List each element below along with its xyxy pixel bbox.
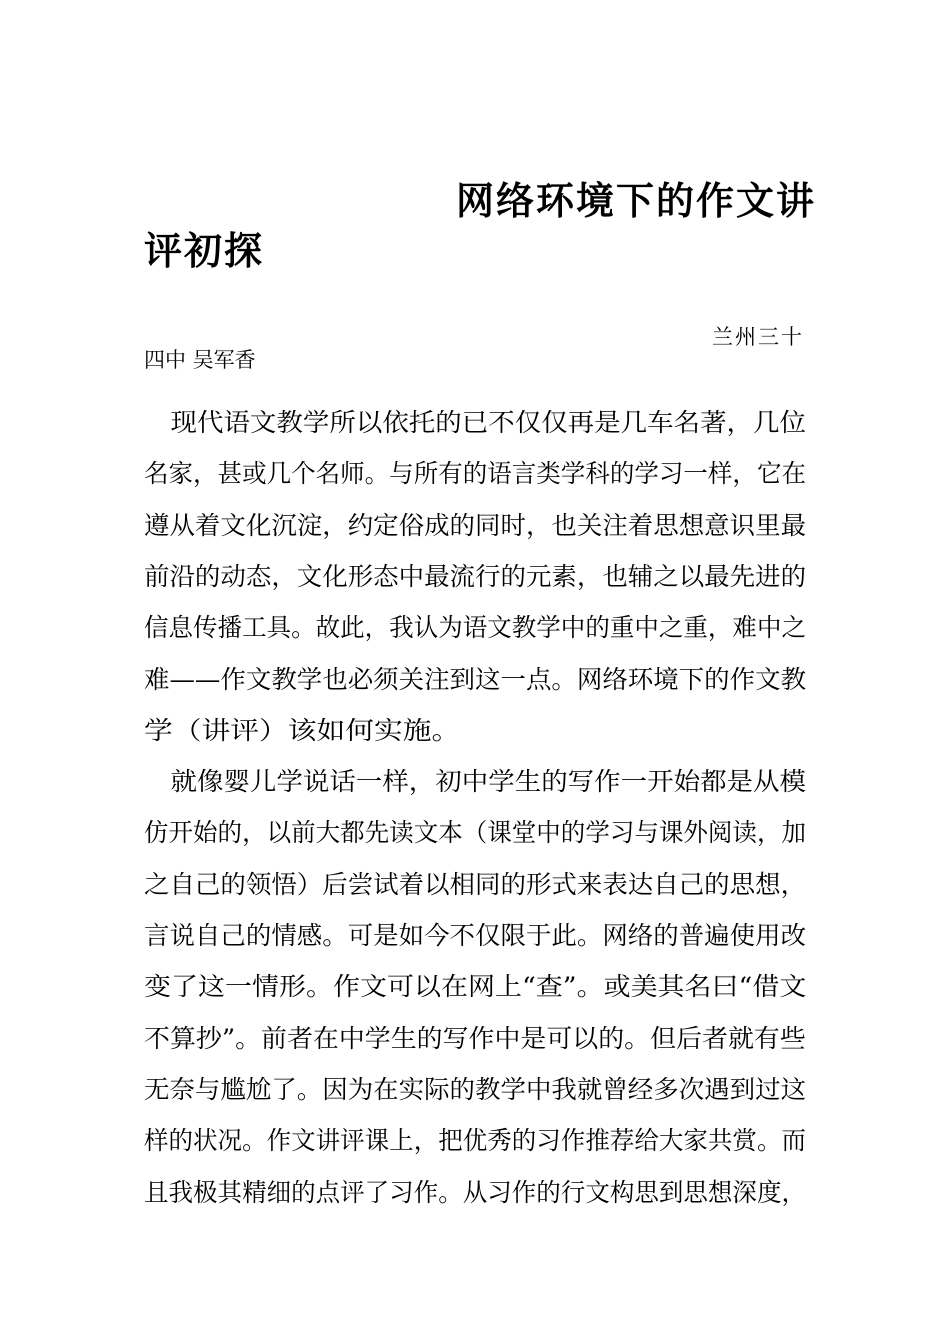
- body-line: 难——作文教学也必须关注到这一点。网络环境下的作文教: [144, 664, 807, 694]
- body-line: 前沿的动态，文化形态中最流行的元素，也辅之以最先进的: [144, 561, 807, 591]
- body-line: 无奈与尴尬了。因为在实际的教学中我就曾经多次遇到过这: [144, 1074, 807, 1104]
- body-line: 仿开始的，以前大都先读文本（课堂中的学习与课外阅读，加: [144, 818, 806, 848]
- body-line: 言说自己的情感。可是如今不仅限于此。网络的普遍使用改: [144, 921, 807, 950]
- body-line: 之自己的领悟）后尝试着以相同的形式来表达自己的思想，: [144, 869, 807, 899]
- body-line: 遵从着文化沉淀，约定俗成的同时，也关注着思想意识里最: [144, 510, 807, 540]
- title-line-1: 网络环境下的作文讲: [456, 178, 817, 223]
- body-line: 样的状况。作文讲评课上，把优秀的习作推荐给大家共赏。而: [144, 1126, 806, 1156]
- body-line: 不算抄”。前者在中学生的写作中是可以的。但后者就有些: [144, 1023, 806, 1053]
- body-line: 且我极其精细的点评了习作。从习作的行文构思到思想深度，: [144, 1177, 806, 1207]
- body-line: 信息传播工具。故此，我认为语文教学中的重中之重，难中之: [144, 613, 806, 643]
- author-name: 四中 吴军香: [144, 348, 256, 372]
- author-affiliation: 兰州三十: [712, 325, 804, 349]
- title-line-2: 评初探: [144, 228, 265, 273]
- body-line: 变了这一情形。作文可以在网上“查”。或美其名曰“借文: [144, 972, 807, 1002]
- body-line: 名家，甚或几个名师。与所有的语言类学科的学习一样，它在: [144, 459, 806, 489]
- body-line: 学（讲评）该如何实施。: [144, 715, 461, 745]
- body-line: 现代语文教学所以依托的已不仅仅再是几车名著，几位: [144, 408, 807, 437]
- body-line: 就像婴儿学说话一样，初中学生的写作一开始都是从模: [144, 767, 807, 797]
